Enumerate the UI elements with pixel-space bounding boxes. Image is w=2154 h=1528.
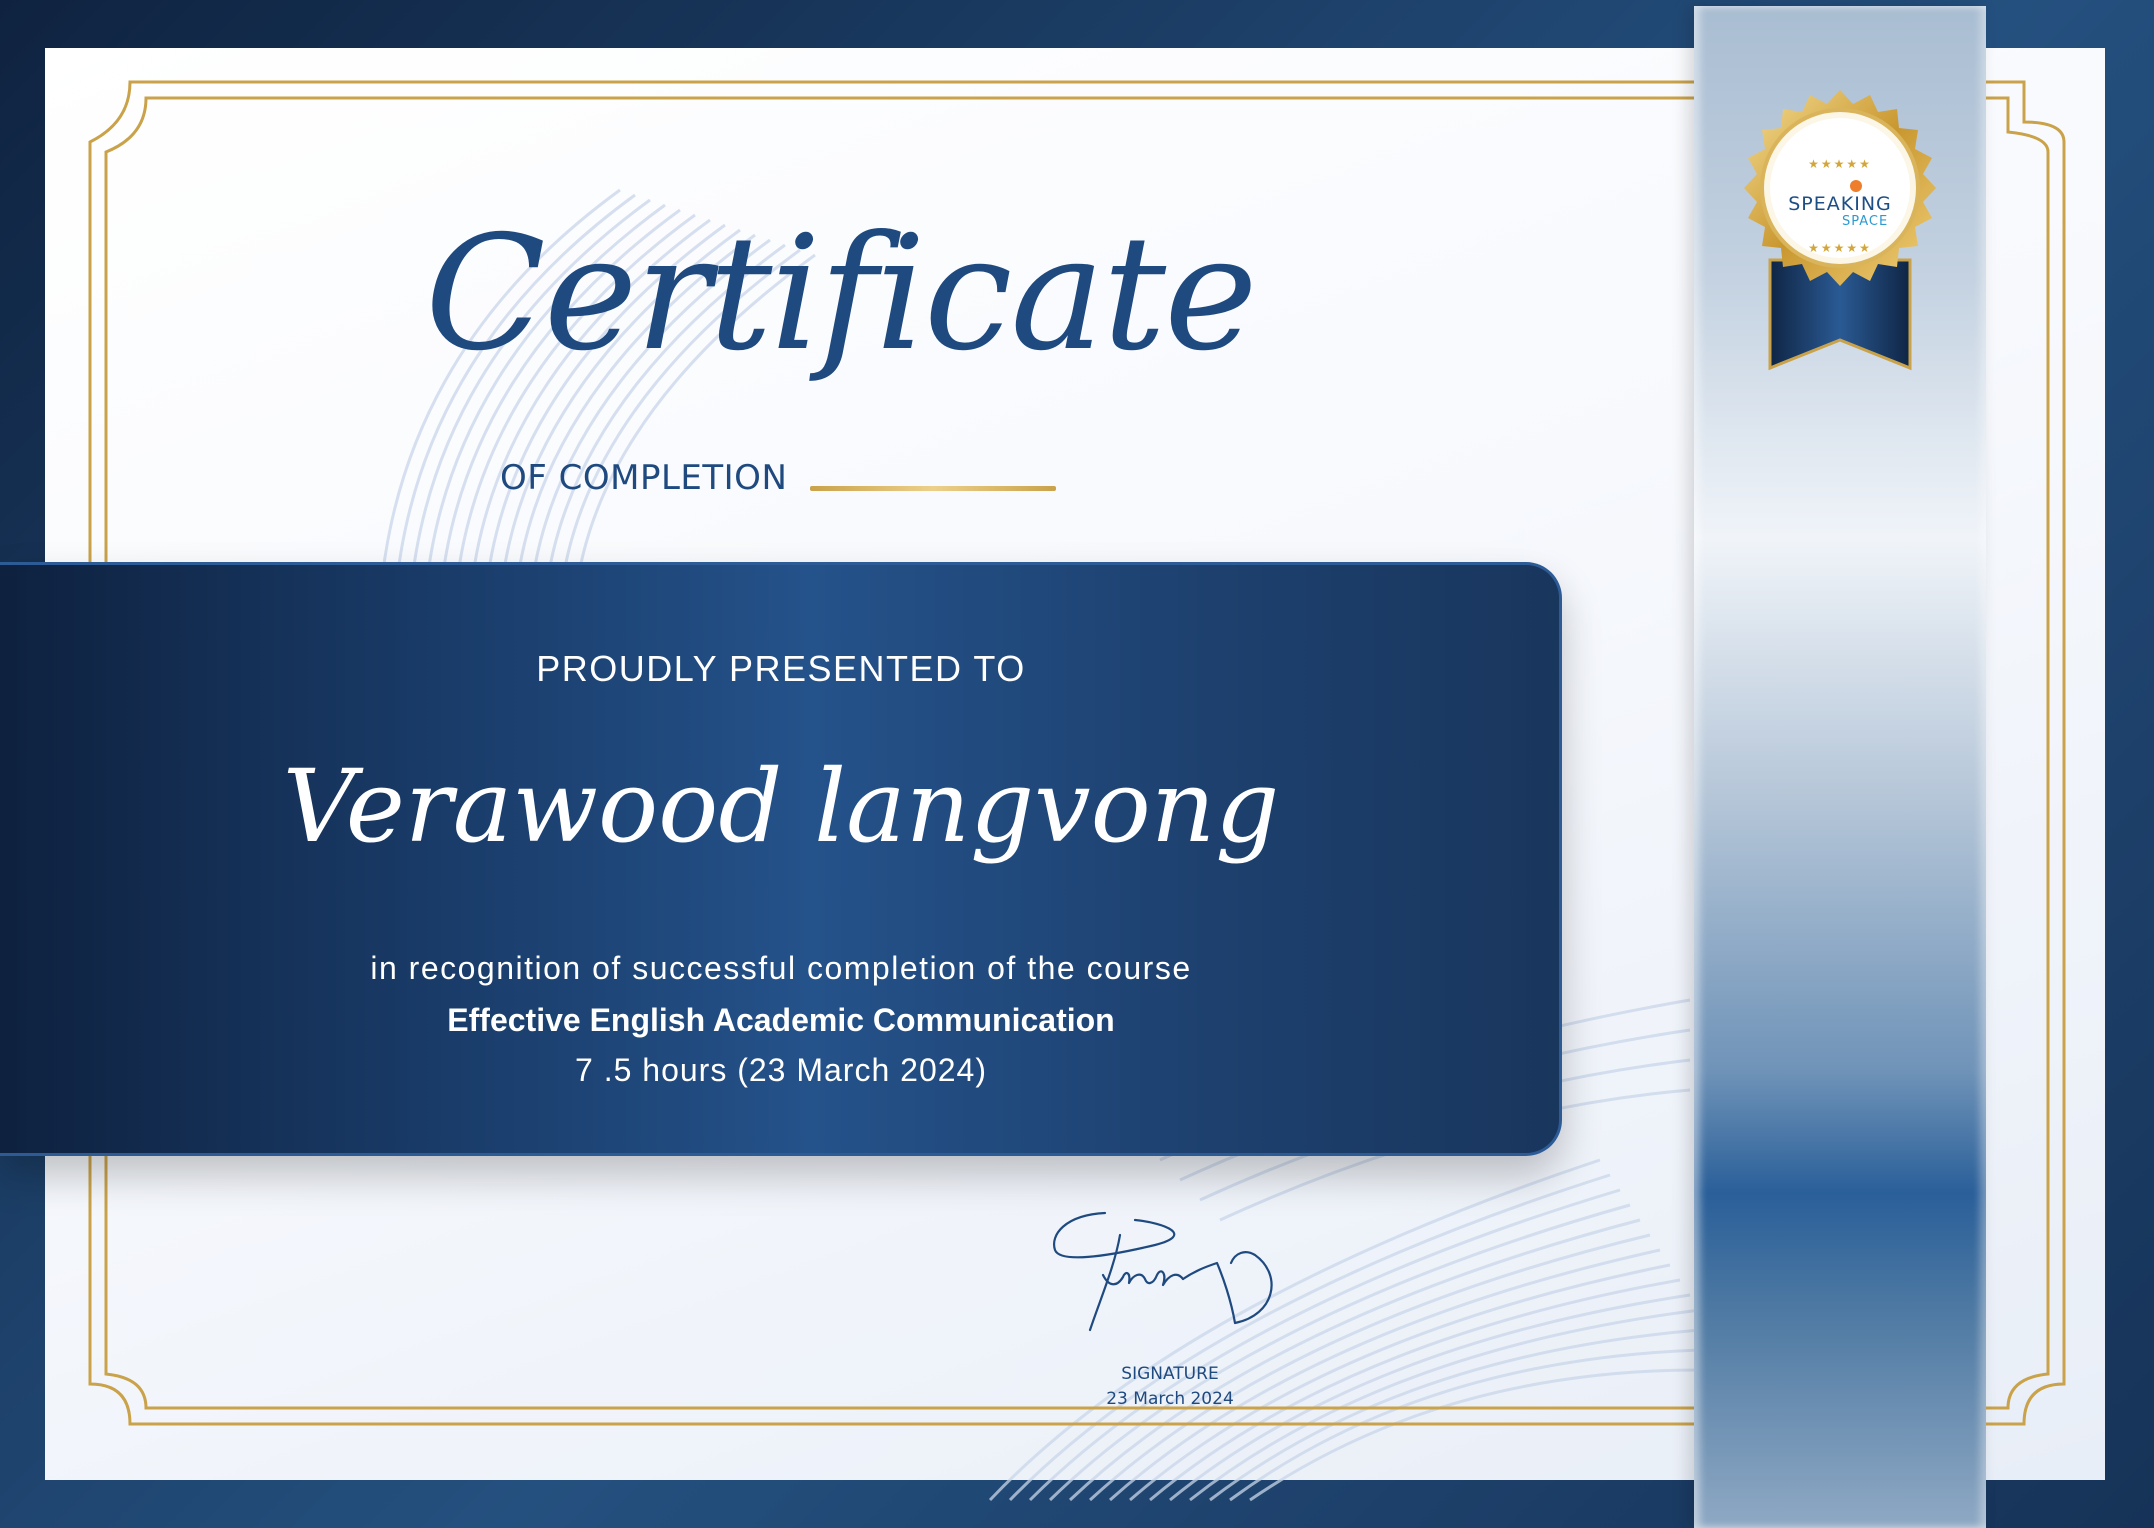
course-duration: 7 .5 hours (23 March 2024) bbox=[575, 1052, 987, 1088]
award-seal-icon bbox=[1720, 90, 1960, 372]
seal-logo-dot-icon bbox=[1850, 180, 1862, 192]
certificate-subtitle: OF COMPLETION bbox=[500, 458, 788, 498]
seal-stars-top: ★★★★★ bbox=[1808, 157, 1872, 171]
seal-brand-speaking: SPEAKING bbox=[1788, 193, 1892, 215]
subtitle-gold-rule bbox=[810, 486, 1056, 491]
recipient-name: Verawood langvong bbox=[282, 748, 1280, 865]
signature-date: 23 March 2024 bbox=[1106, 1389, 1234, 1409]
seal-brand-space: SPACE bbox=[1842, 214, 1889, 229]
course-name: Effective English Academic Communication bbox=[447, 1002, 1115, 1038]
certificate-title: Certificate bbox=[425, 202, 1256, 386]
presented-to-label: PROUDLY PRESENTED TO bbox=[536, 648, 1026, 689]
seal-stars-bottom: ★★★★★ bbox=[1808, 241, 1872, 255]
handwritten-signature bbox=[1045, 1205, 1295, 1340]
recognition-text: in recognition of successful completion of the course bbox=[370, 950, 1192, 986]
signature-label: SIGNATURE bbox=[1121, 1364, 1219, 1384]
